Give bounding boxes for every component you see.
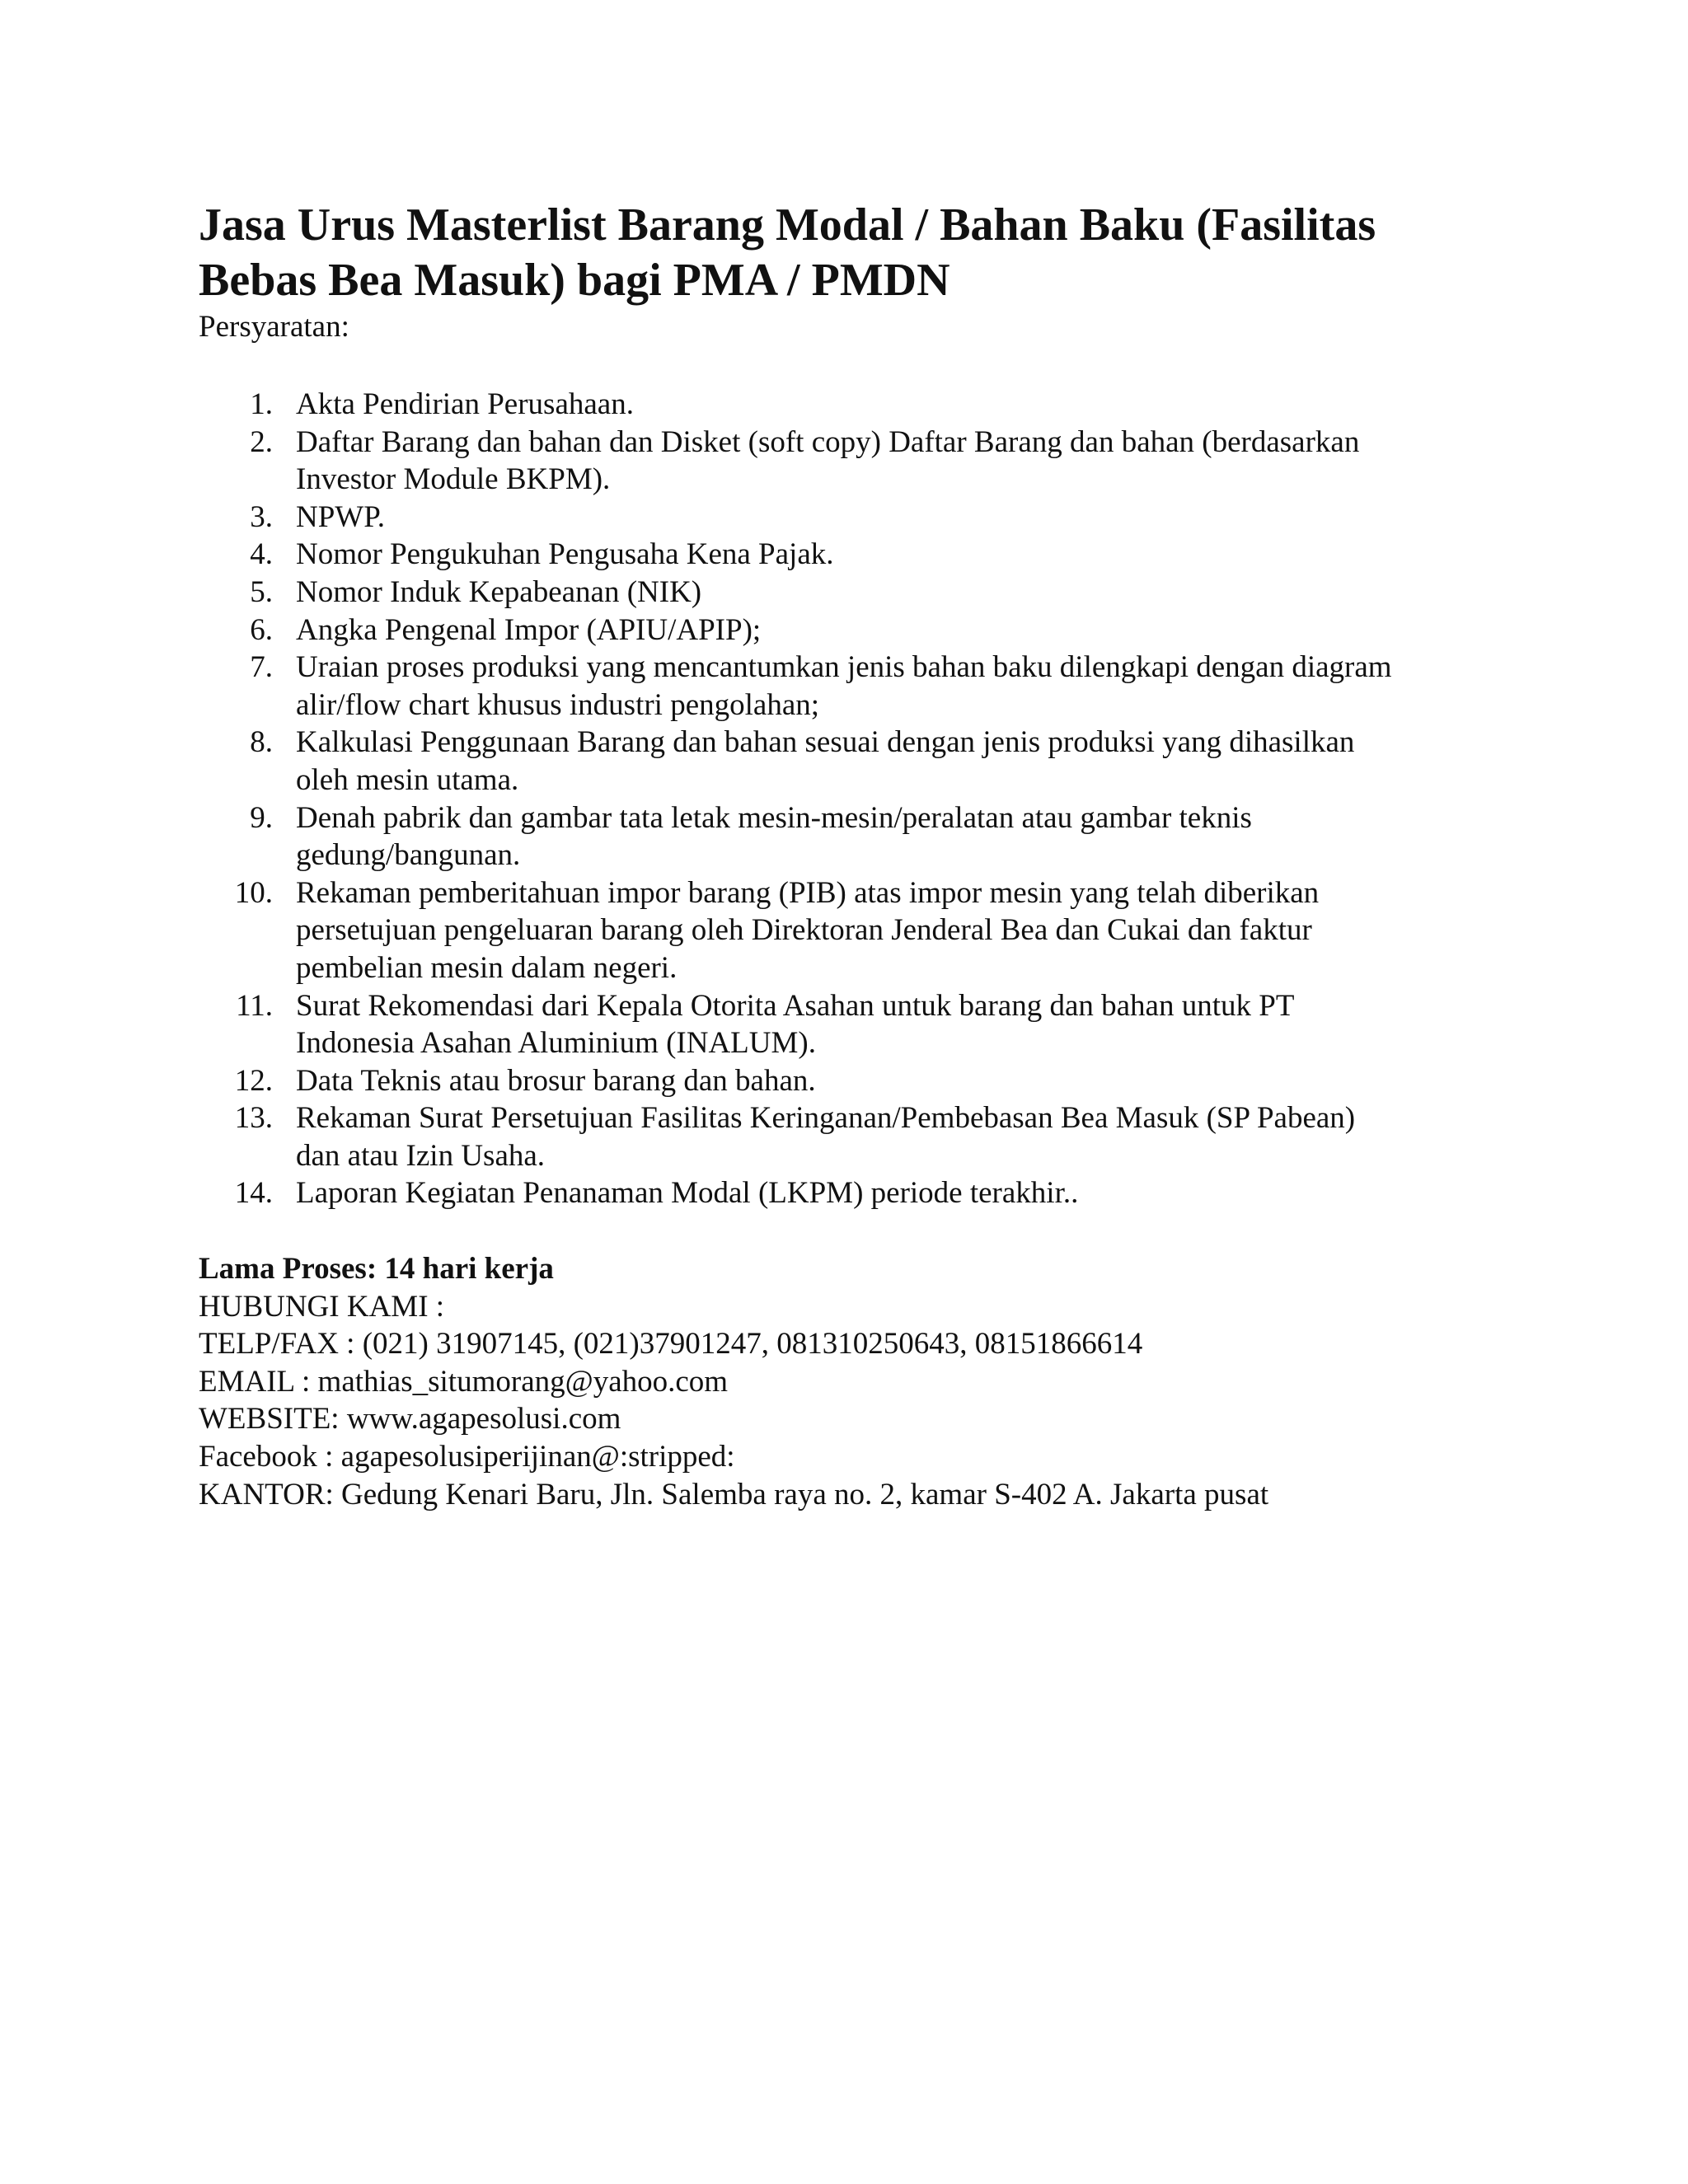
item-text [296, 874, 1517, 987]
contact-heading: HUBUNGI KAMI : [199, 1289, 445, 1324]
item-text [296, 574, 1517, 612]
contact-section [199, 1250, 1517, 1513]
item-line: Uraian proses produksi yang mencantumkan jenis bahan baku dilengkapi dengan diagram [296, 650, 1392, 685]
item-number: 13. [234, 1101, 273, 1136]
item-text [296, 649, 1517, 724]
item-number: 2. [250, 424, 273, 459]
item-line: gedung/bangunan. [296, 838, 521, 873]
item-text [296, 799, 1517, 874]
list-item [199, 1174, 1517, 1212]
item-line: persetujuan pengeluaran barang oleh Direktoran Jenderal Bea dan Cukai dan faktur [296, 913, 1312, 948]
item-text [296, 987, 1517, 1062]
list-item [199, 649, 1517, 724]
item-number: 1. [250, 387, 273, 421]
list-item [199, 499, 1517, 537]
item-line: pembelian mesin dalam negeri. [296, 950, 678, 985]
processing-time: Lama Proses: 14 hari kerja [199, 1252, 554, 1286]
list-item [199, 612, 1517, 649]
item-number: 3. [250, 499, 273, 534]
title-line: Jasa Urus Masterlist Barang Modal / Bahan Baku (Fasilitas [199, 199, 1376, 251]
item-number: 11. [236, 988, 273, 1023]
item-line: Rekaman Surat Persetujuan Fasilitas Keringanan/Pembebasan Bea Masuk (SP Pabean) [296, 1101, 1356, 1136]
item-line: Denah pabrik dan gambar tata letak mesin-mesin/peralatan atau gambar teknis [296, 800, 1252, 835]
facebook: Facebook : agapesolusiperijinan@:stripped: [199, 1440, 735, 1474]
item-text [296, 724, 1517, 799]
item-text [296, 499, 1517, 537]
title-line: Bebas Bea Masuk) bagi PMA / PMDN [199, 255, 950, 306]
item-line: oleh mesin utama. [296, 762, 519, 797]
list-item [199, 536, 1517, 574]
email: EMAIL : mathias_situmorang@yahoo.com [199, 1364, 729, 1399]
list-item [199, 724, 1517, 799]
item-text [296, 424, 1517, 499]
item-line: Nomor Pengukuhan Pengusaha Kena Pajak. [296, 537, 834, 572]
item-text [296, 1174, 1517, 1212]
requirements-heading: Persyaratan: [199, 310, 349, 344]
item-line: Surat Rekomendasi dari Kepala Otorita Asahan untuk barang dan bahan untuk PT [296, 988, 1295, 1023]
item-text [296, 1099, 1517, 1174]
list-item [199, 874, 1517, 987]
item-number: 7. [250, 650, 273, 685]
item-number: 4. [250, 537, 273, 572]
document-content [199, 198, 1517, 1513]
list-item [199, 574, 1517, 612]
list-item [199, 424, 1517, 499]
item-number: 10. [234, 875, 273, 910]
list-item [199, 799, 1517, 874]
item-line: Angka Pengenal Impor (APIU/APIP); [296, 612, 762, 647]
item-number: 14. [234, 1176, 273, 1211]
office-address: KANTOR: Gedung Kenari Baru, Jln. Salemba raya no. 2, kamar S-402 A. Jakarta pusat [199, 1477, 1269, 1511]
item-line: Laporan Kegiatan Penanaman Modal (LKPM) periode terakhir.. [296, 1176, 1079, 1211]
item-line: alir/flow chart khusus industri pengolahan; [296, 687, 820, 722]
item-text [296, 536, 1517, 574]
requirements-list [199, 386, 1517, 1212]
item-line: Data Teknis atau brosur barang dan bahan. [296, 1063, 816, 1098]
item-text [296, 1062, 1517, 1100]
website: WEBSITE: www.agapesolusi.com [199, 1402, 621, 1436]
item-line: Investor Module BKPM). [296, 462, 611, 497]
list-item [199, 1062, 1517, 1100]
item-text [296, 612, 1517, 649]
item-line: Daftar Barang dan bahan dan Disket (soft copy) Daftar Barang dan bahan (berdasarkan [296, 424, 1360, 459]
item-line: Nomor Induk Kepabeanan (NIK) [296, 574, 702, 609]
item-text [296, 386, 1517, 424]
list-item [199, 987, 1517, 1062]
item-number: 9. [250, 800, 273, 835]
item-line: NPWP. [296, 499, 385, 534]
item-number: 8. [250, 725, 273, 760]
item-number: 12. [234, 1063, 273, 1098]
item-line: Indonesia Asahan Aluminium (INALUM). [296, 1026, 816, 1061]
list-item [199, 1099, 1517, 1174]
item-line: Rekaman pemberitahuan impor barang (PIB) atas impor mesin yang telah diberikan [296, 875, 1320, 910]
item-number: 5. [250, 574, 273, 609]
item-line: dan atau Izin Usaha. [296, 1138, 546, 1173]
phone-fax: TELP/FAX : (021) 31907145, (021)37901247, 081310250643, 08151866614 [199, 1327, 1143, 1361]
page-title [199, 198, 1517, 308]
item-line: Kalkulasi Penggunaan Barang dan bahan sesuai dengan jenis produksi yang dihasilkan [296, 725, 1355, 760]
item-line: Akta Pendirian Perusahaan. [296, 387, 634, 421]
item-number: 6. [250, 612, 273, 647]
list-item [199, 386, 1517, 424]
